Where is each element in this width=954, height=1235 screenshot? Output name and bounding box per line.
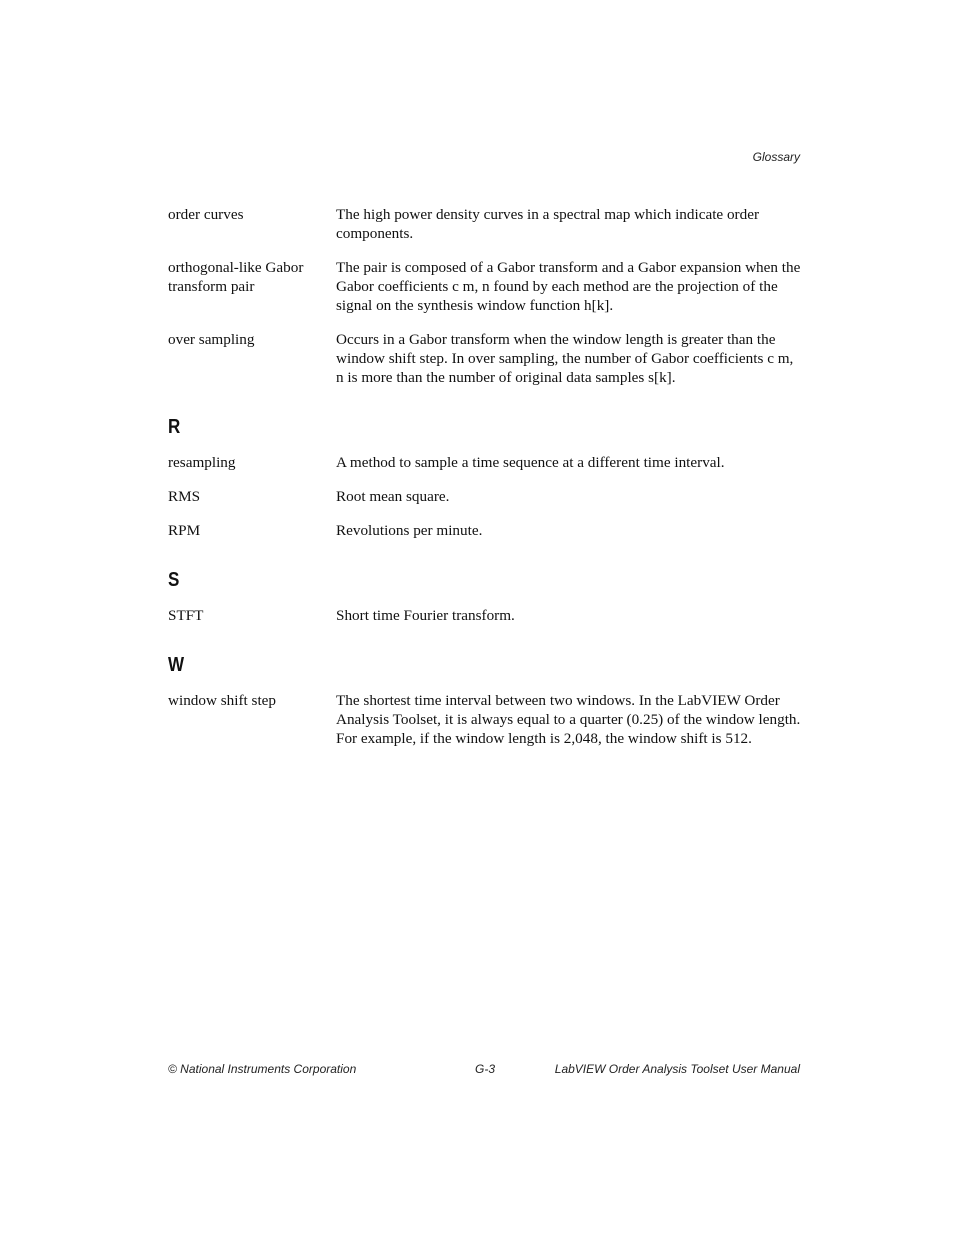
section-heading-r: R	[168, 416, 181, 438]
glossary-term: window shift step	[168, 692, 276, 709]
glossary-definition: Root mean square.	[336, 488, 450, 505]
footer-copyright: © National Instruments Corporation	[168, 1062, 357, 1076]
section-heading-s: S	[168, 569, 180, 591]
glossary-content	[168, 205, 802, 763]
glossary-term: RMS	[168, 488, 201, 505]
page-footer	[168, 1062, 800, 1078]
glossary-definition: The shortest time interval between two windows. In the LabVIEW Order Analysis Toolset, it is always equal to a quarter (0.25) of the window length. For example, if the window length is 2,048, the window shift is 512.	[336, 692, 801, 747]
running-header: Glossary	[752, 150, 800, 164]
glossary-definition: Revolutions per minute.	[336, 522, 483, 539]
glossary-entry	[168, 205, 802, 243]
section-heading-w: W	[168, 654, 185, 676]
glossary-entry	[168, 606, 802, 625]
glossary-entry	[168, 691, 802, 748]
glossary-term: order curves	[168, 206, 244, 223]
glossary-definition: The high power density curves in a spectral map which indicate order components.	[336, 206, 759, 242]
glossary-entry	[168, 453, 802, 472]
glossary-definition: A method to sample a time sequence at a different time interval.	[336, 454, 725, 471]
glossary-term: STFT	[168, 607, 204, 624]
glossary-entry	[168, 258, 802, 315]
glossary-definition: Occurs in a Gabor transform when the window length is greater than the window shift step. In over sampling, the number of Gabor coefficients c m, n is more than the number of original data samples s[k].	[336, 331, 794, 386]
glossary-term: over sampling	[168, 331, 255, 348]
footer-page-number: G-3	[475, 1062, 496, 1076]
glossary-definition: Short time Fourier transform.	[336, 607, 515, 624]
glossary-entry	[168, 487, 802, 506]
footer-manual-title: LabVIEW Order Analysis Toolset User Manual	[554, 1062, 800, 1076]
glossary-term: orthogonal-like Gabor transform pair	[168, 259, 304, 295]
glossary-definition: The pair is composed of a Gabor transform and a Gabor expansion when the Gabor coefficients c m, n found by each method are the projection of the signal on the synthesis window function h[k].	[336, 259, 801, 314]
glossary-entry	[168, 330, 802, 387]
glossary-term: RPM	[168, 522, 201, 539]
glossary-entry	[168, 521, 802, 540]
glossary-term: resampling	[168, 454, 236, 471]
